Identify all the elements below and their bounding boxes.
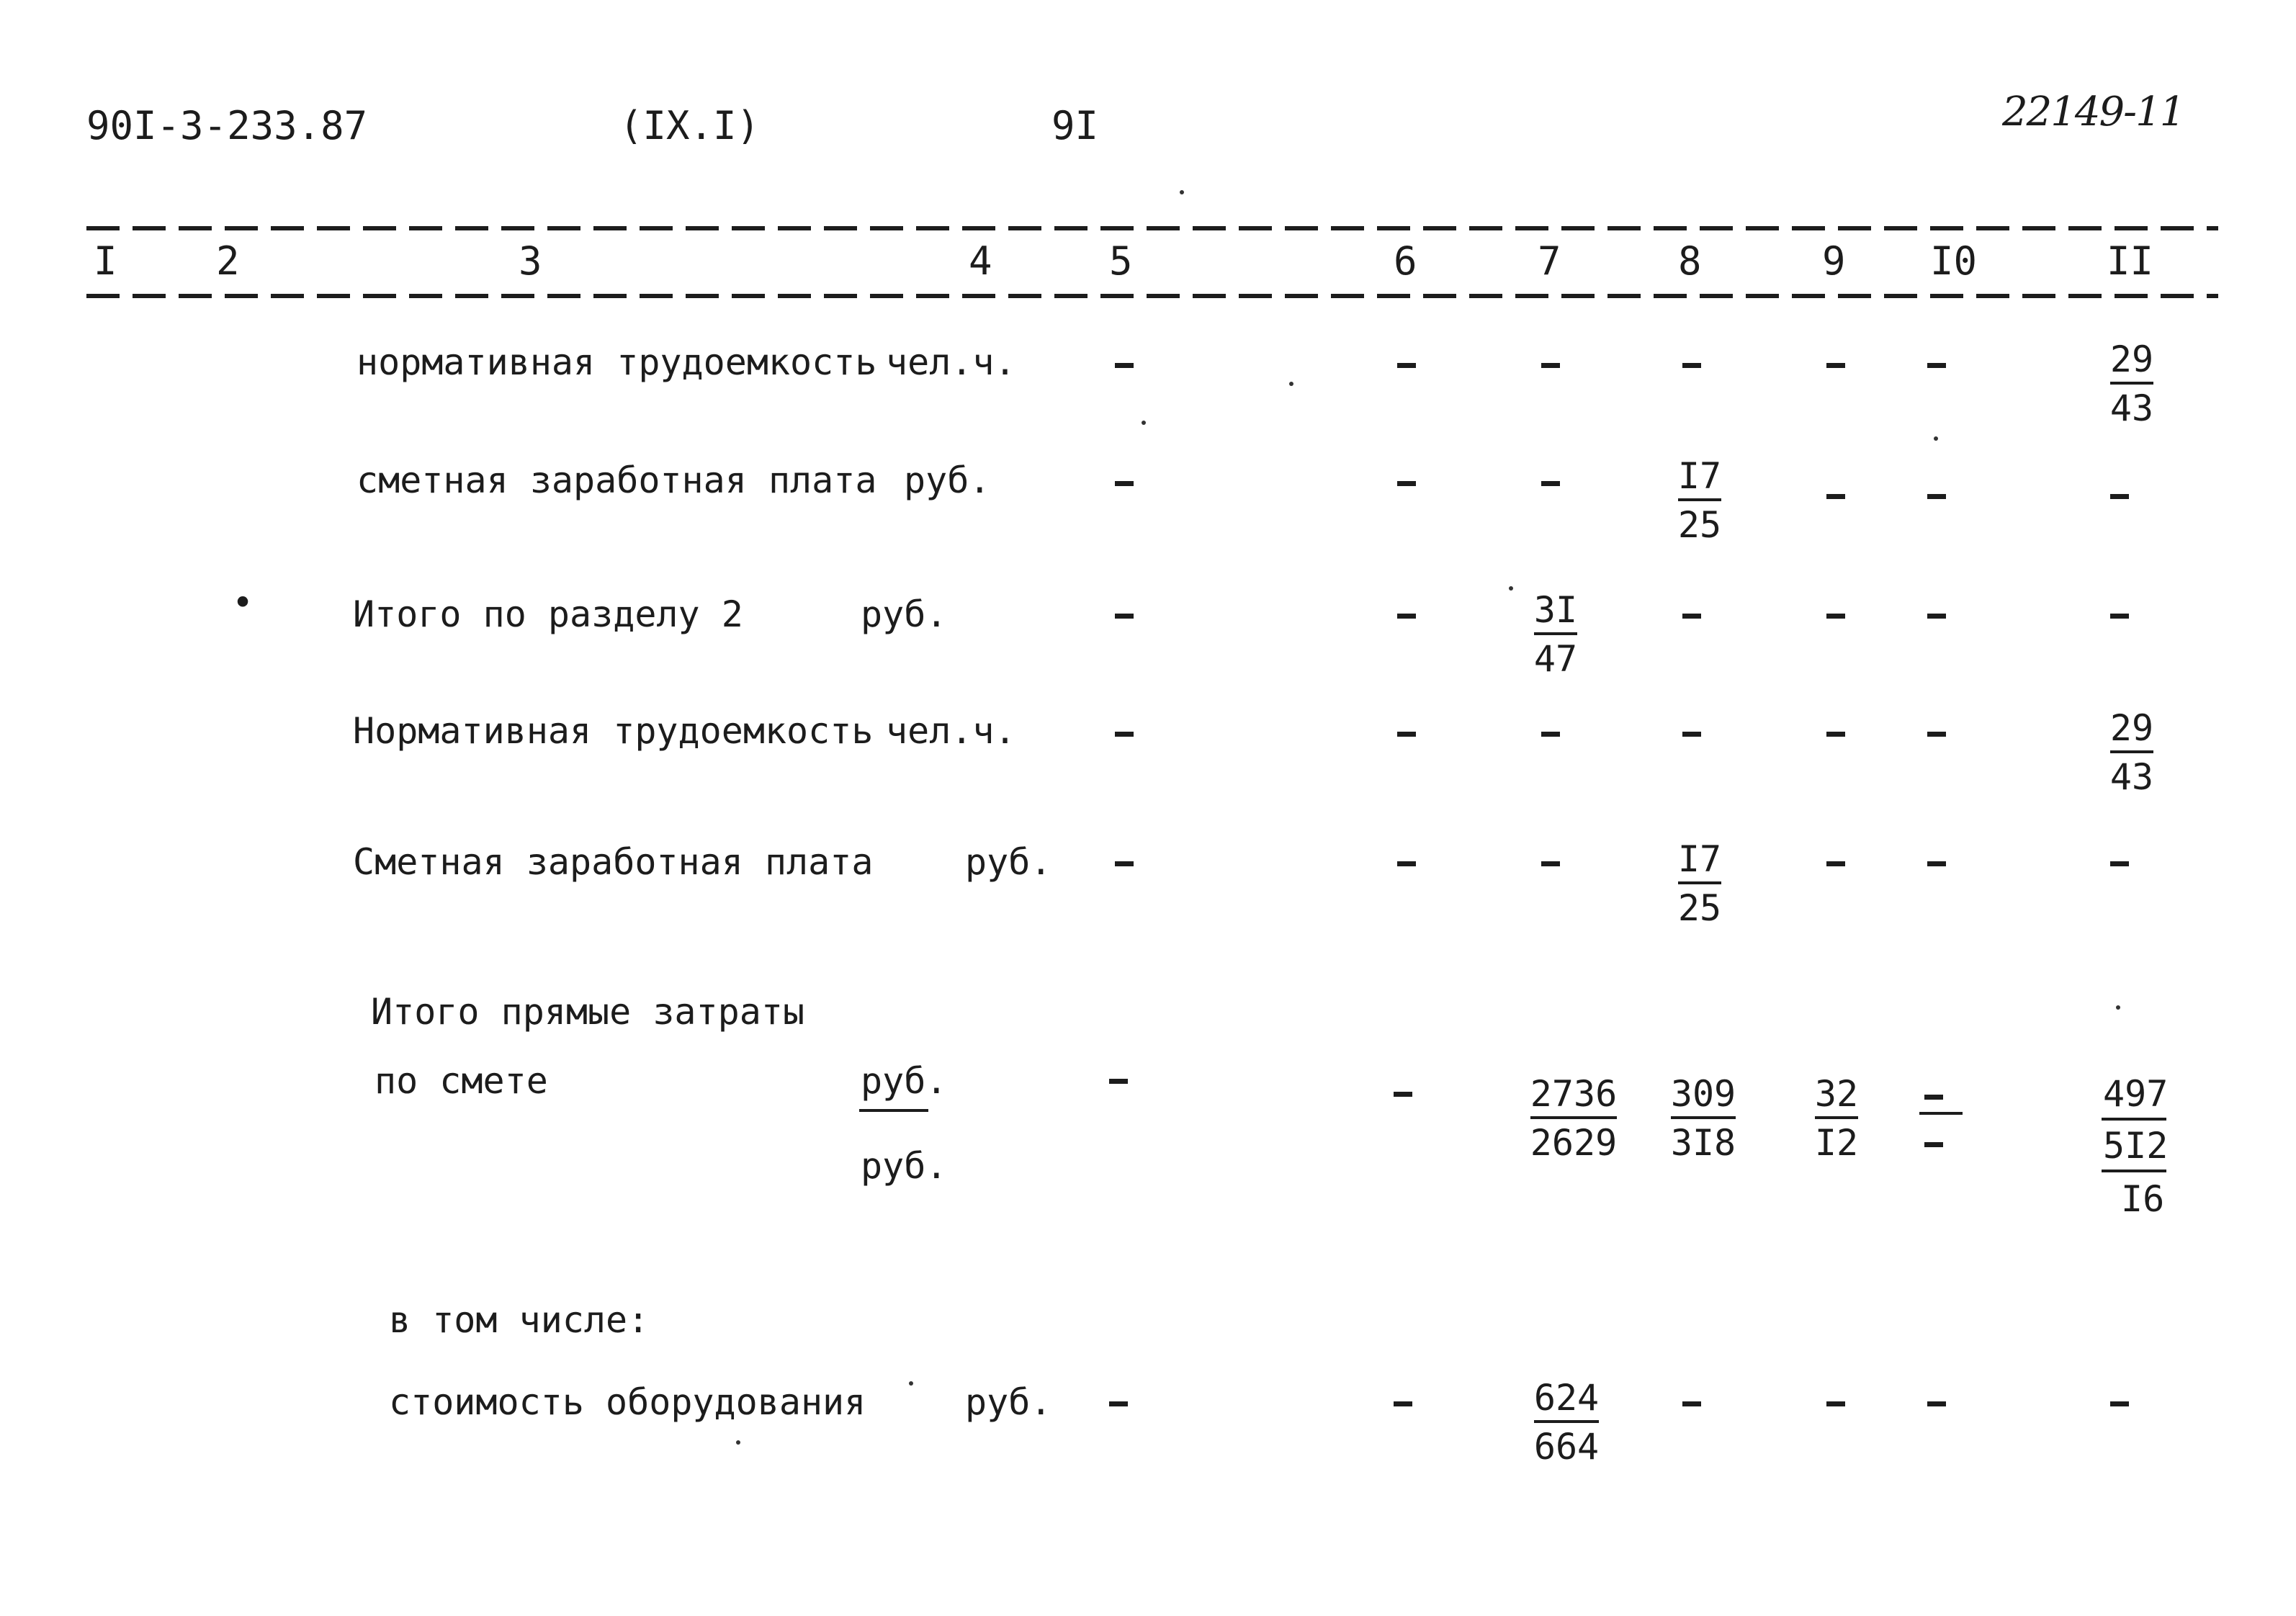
empty-cell-dash (1924, 1142, 1943, 1147)
column-header-3: 3 (519, 238, 542, 284)
empty-cell-dash (1826, 494, 1845, 499)
section-code: (IX.I) (619, 103, 761, 148)
cell-value-secondary: 5I2 (2103, 1125, 2169, 1167)
row-label: сметная заработная плата (356, 459, 877, 501)
header-rule-bottom (86, 294, 2218, 298)
empty-cell-dash (1682, 732, 1701, 737)
fraction-numerator: 2736 (1530, 1076, 1617, 1119)
row-label: в том числе: (389, 1299, 650, 1341)
column-header-5: 5 (1109, 238, 1133, 284)
empty-cell-dash (1826, 1401, 1845, 1406)
fraction-cell (1527, 1377, 1606, 1468)
scan-speck (1289, 382, 1293, 386)
empty-cell-dash (1541, 481, 1560, 486)
fraction-denominator: 43 (2109, 387, 2154, 429)
empty-cell-dash (1682, 1401, 1701, 1406)
row-unit: руб. (861, 1060, 948, 1102)
empty-cell-dash (1397, 861, 1416, 866)
fraction-cell (2099, 707, 2164, 798)
fraction-numerator: I7 (1678, 458, 1721, 501)
empty-cell-dash (1397, 363, 1416, 368)
fraction-denominator: 2629 (1530, 1122, 1618, 1164)
row-label: Сметная заработная плата (353, 841, 874, 883)
row-unit-secondary: руб. (861, 1145, 948, 1187)
fraction-numerator: 624 (1534, 1380, 1599, 1423)
row-label: стоимость оборудования (389, 1381, 866, 1423)
column-header-2: 2 (216, 238, 240, 284)
row-unit: руб. (965, 841, 1052, 883)
column-header-9: 9 (1822, 238, 1846, 284)
empty-cell-dash (1541, 732, 1560, 737)
row-label: Итого по разделу 2 (353, 593, 743, 635)
row-unit: руб. (965, 1381, 1052, 1423)
column-header-6: 6 (1394, 238, 1417, 284)
row-unit: руб. (904, 459, 991, 501)
empty-cell-dash (1115, 614, 1134, 619)
fraction-cell (1527, 1073, 1620, 1164)
row-unit: чел.ч. (886, 341, 1016, 383)
empty-cell-dash (1826, 614, 1845, 619)
empty-cell-dash (1826, 363, 1845, 368)
scan-speck (736, 1440, 740, 1445)
header-rule-top (86, 226, 2218, 230)
fraction-cell (1811, 1073, 1862, 1164)
bullet-mark: • (232, 582, 254, 624)
empty-cell-dash (1394, 1401, 1412, 1406)
fraction-denominator: 47 (1533, 638, 1578, 680)
fraction-denominator: 43 (2109, 756, 2154, 798)
empty-cell-dash (1541, 363, 1560, 368)
empty-cell-dash (1109, 1401, 1128, 1406)
row-label: нормативная трудоемкость (356, 341, 877, 383)
column-header-4: 4 (969, 238, 992, 284)
scan-speck (1934, 436, 1938, 441)
scan-speck (2116, 1005, 2120, 1010)
stamp-number: 22149-11 (2002, 89, 2184, 135)
page-number: 9I (1051, 103, 1099, 148)
scan-speck (909, 1381, 913, 1386)
cell-value-primary: 497 (2103, 1073, 2169, 1115)
fraction-numerator: 32 (1815, 1076, 1858, 1119)
empty-cell-dash (1927, 861, 1946, 866)
fraction-cell (1667, 1073, 1739, 1164)
row-unit: руб. (861, 593, 948, 635)
empty-cell-dash (2110, 861, 2129, 866)
fraction-numerator: I7 (1678, 841, 1721, 884)
empty-cell-dash (1682, 363, 1701, 368)
row-label-continuation: по смете (375, 1060, 548, 1102)
fraction-cell (2099, 338, 2164, 429)
empty-cell-dash (1927, 1401, 1946, 1406)
scan-speck (1509, 586, 1513, 591)
column-header-1: I (94, 238, 117, 284)
fraction-denominator: 3I8 (1670, 1122, 1736, 1164)
fraction-cell (1523, 589, 1588, 680)
empty-cell-dash (1927, 614, 1946, 619)
empty-cell-dash (1927, 494, 1946, 499)
scan-speck (1142, 421, 1146, 425)
fraction-numerator: 309 (1671, 1076, 1736, 1119)
empty-cell-dash (1927, 732, 1946, 737)
empty-cell-dash (1927, 363, 1946, 368)
fraction-cell (1664, 838, 1736, 929)
empty-cell-dash (2110, 1401, 2129, 1406)
empty-cell-dash (1115, 363, 1134, 368)
scan-speck (1180, 190, 1184, 194)
empty-cell-dash (2110, 494, 2129, 499)
fraction-line (1919, 1112, 1963, 1115)
fraction-cell (1664, 455, 1736, 546)
empty-cell-dash (1826, 861, 1845, 866)
row-label: Итого прямые затраты (371, 991, 805, 1033)
empty-cell-dash (1924, 1095, 1943, 1100)
unit-fraction-line (859, 1109, 928, 1112)
empty-cell-dash (1826, 732, 1845, 737)
cell-value-tertiary: I6 (2121, 1178, 2165, 1220)
fraction-denominator: 25 (1677, 504, 1722, 546)
fraction-line (2102, 1118, 2166, 1121)
fraction-denominator: 25 (1677, 887, 1722, 929)
fraction-denominator: 664 (1533, 1426, 1600, 1468)
row-label: Нормативная трудоемкость (353, 710, 874, 752)
empty-cell-dash (1115, 732, 1134, 737)
empty-cell-dash (2110, 614, 2129, 619)
row-unit: чел.ч. (886, 710, 1016, 752)
empty-cell-dash (1115, 861, 1134, 866)
empty-cell-dash (1541, 861, 1560, 866)
fraction-numerator: 3I (1534, 592, 1577, 635)
fraction-numerator: 29 (2110, 710, 2153, 753)
document-code: 90I-3-233.87 (86, 103, 368, 148)
column-header-8: 8 (1678, 238, 1702, 284)
empty-cell-dash (1397, 614, 1416, 619)
empty-cell-dash (1115, 481, 1134, 486)
fraction-line (2102, 1170, 2166, 1172)
column-header-11: II (2107, 238, 2154, 284)
fraction-numerator: 29 (2110, 341, 2153, 385)
column-header-7: 7 (1538, 238, 1561, 284)
empty-cell-dash (1397, 481, 1416, 486)
empty-cell-dash (1394, 1092, 1412, 1097)
fraction-denominator: I2 (1814, 1122, 1859, 1164)
column-header-10: I0 (1930, 238, 1978, 284)
empty-cell-dash (1682, 614, 1701, 619)
empty-cell-dash (1397, 732, 1416, 737)
empty-cell-dash (1109, 1079, 1128, 1084)
